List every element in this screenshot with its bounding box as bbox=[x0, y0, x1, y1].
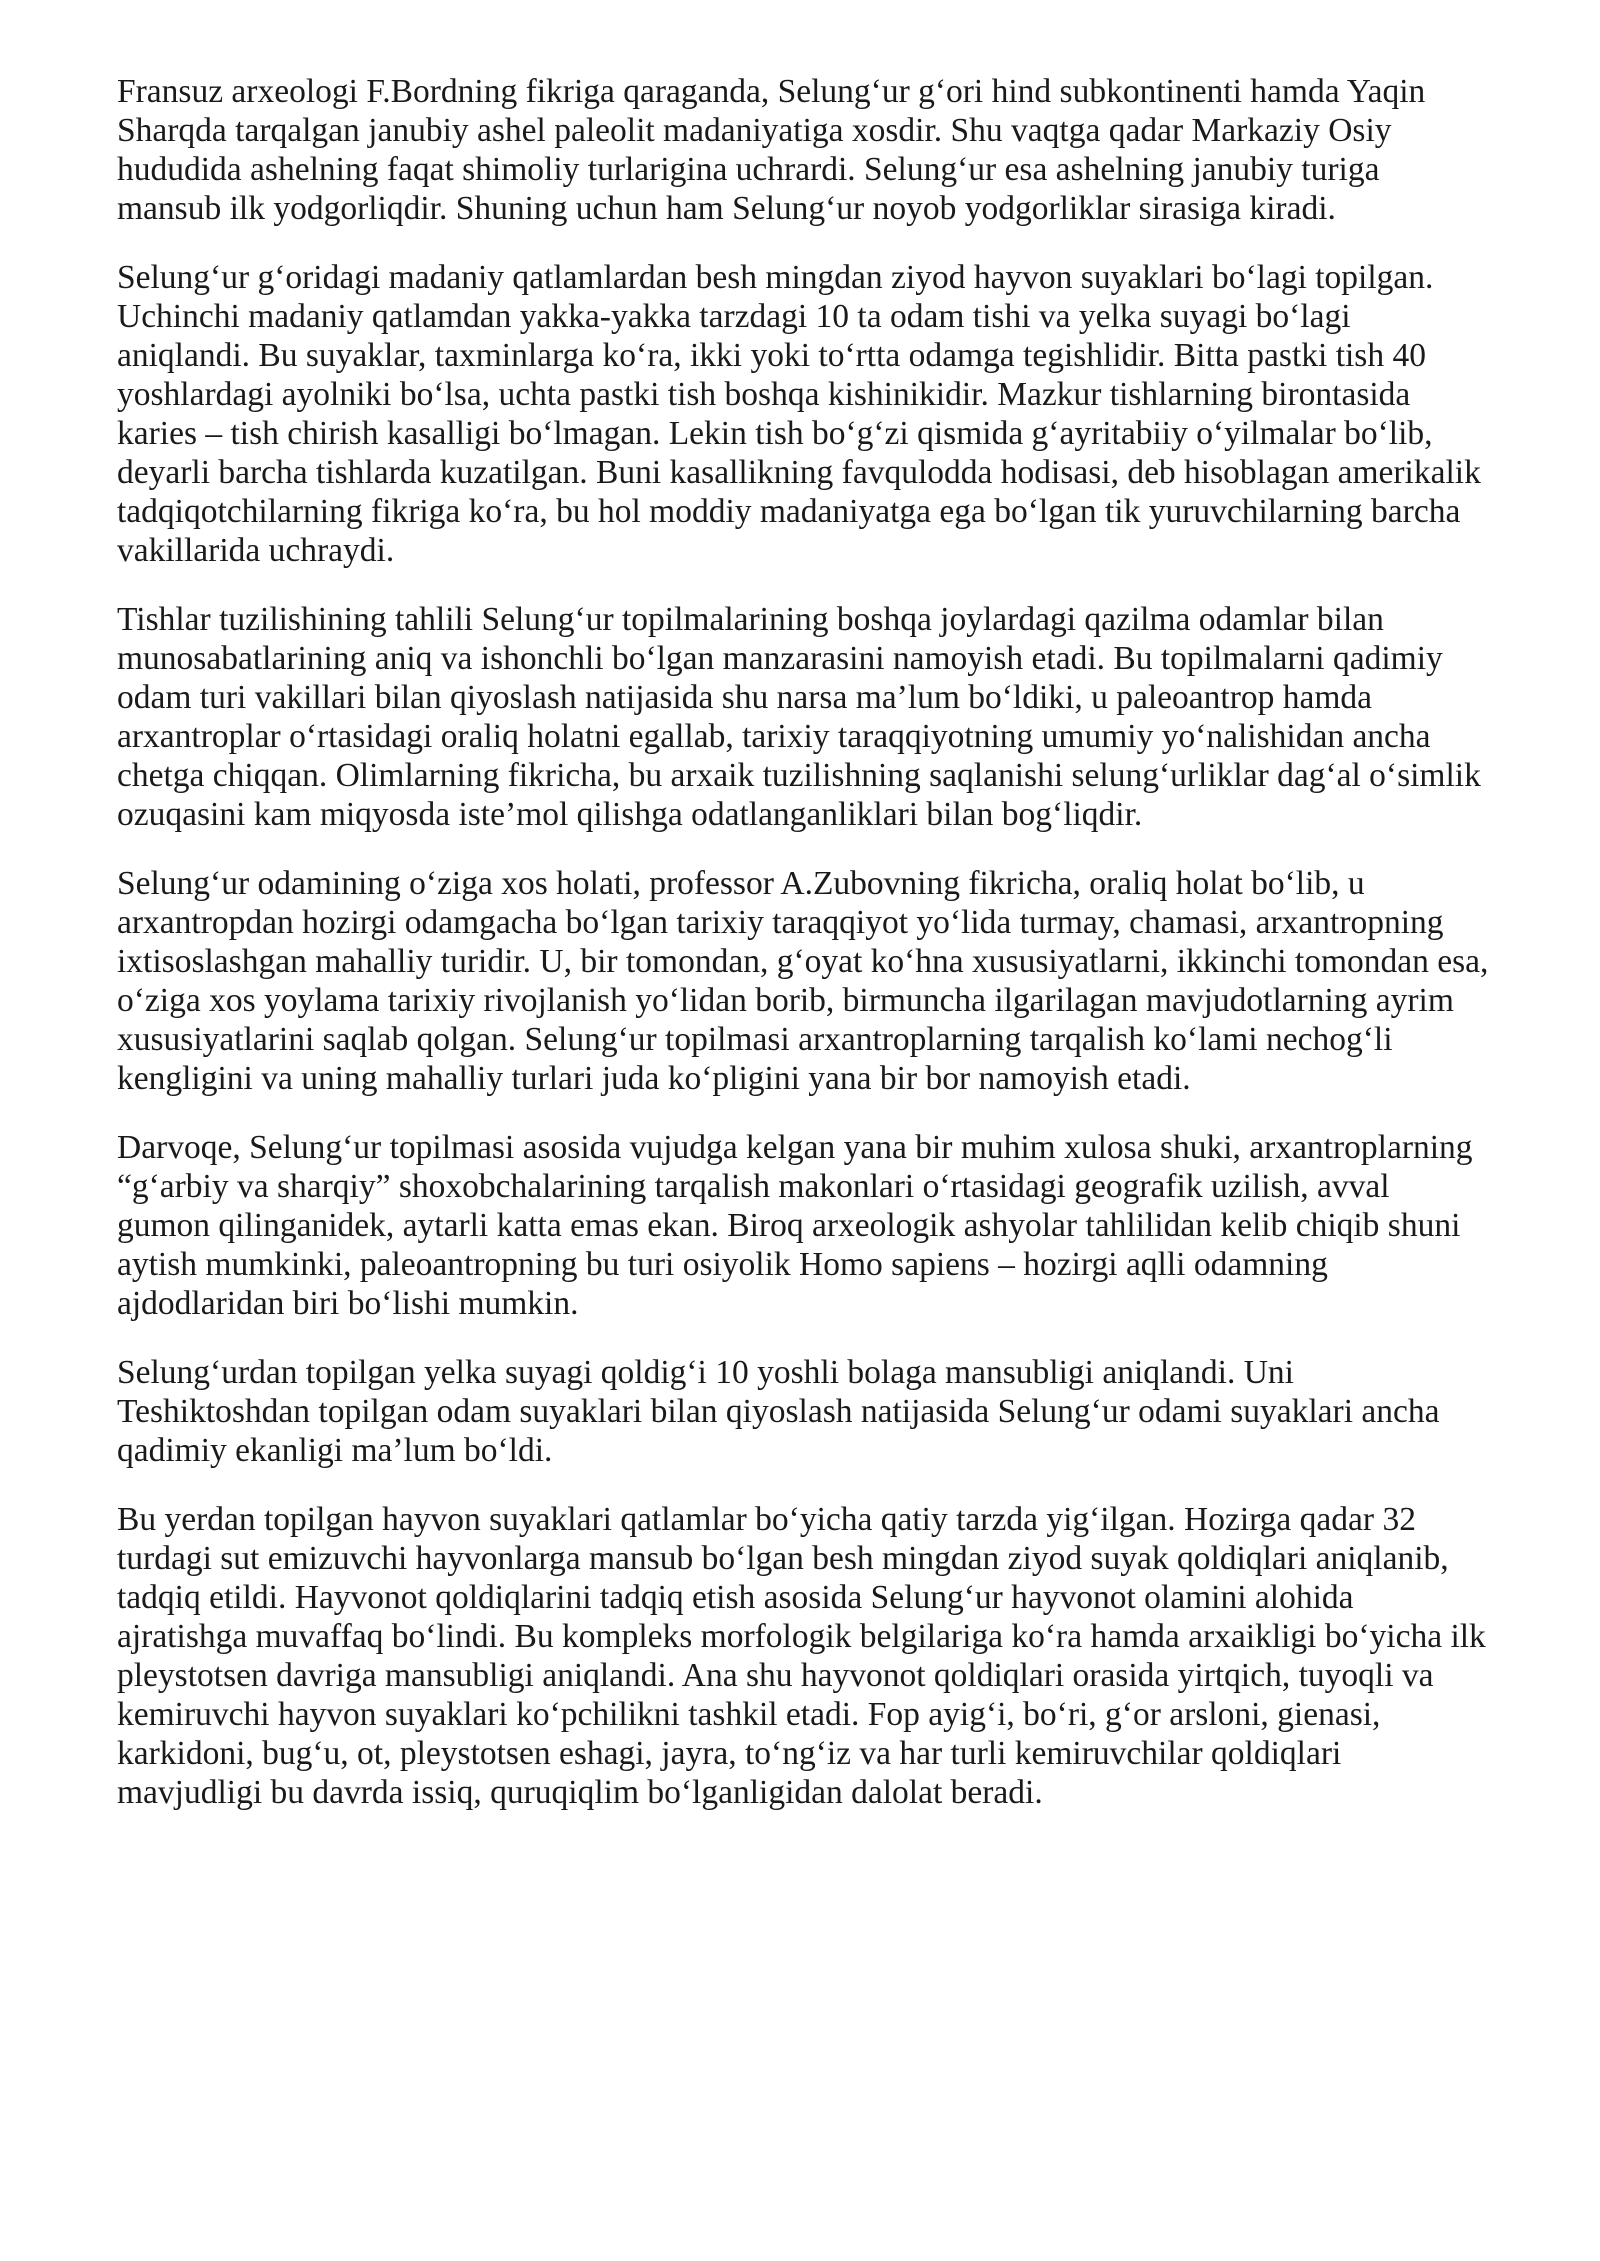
paragraph: Selung‘ur g‘oridagi madaniy qatlamlardan besh mingdan ziyod hayvon suyaklari bo‘lagi topilgan. Uchinchi madaniy qatlamdan yakka-yakka tarzdagi 10 ta odam tishi va yelka suyagi bo‘lagi aniqlandi. Bu suyaklar, taxminlarga ko‘ra, ikki yoki to‘rtta odamga tegishlidir. Bitta pastki tish 40 yoshlardagi ayolniki bo‘lsa, uchta pastki tish boshqa kishinikidir. Mazkur tishlarning birontasida karies – tish chirish kasalligi bo‘lmagan. Lekin tish bo‘g‘zi qismida g‘ayritabiiy o‘yilmalar bo‘lib, deyarli barcha tishlarda kuzatilgan. Buni kasallikning favqulodda hodisasi, deb hisoblagan amerikalik tadqiqotchilarning fikriga ko‘ra, bu hol moddiy madaniyatga ega bo‘lgan tik yuruvchilarning barcha vakillarida uchraydi. bbox=[117, 259, 1481, 569]
paragraph: Bu yerdan topilgan hayvon suyaklari qatlamlar bo‘yicha qatiy tarzda yig‘ilgan. Hozirga qadar 32 turdagi sut emizuvchi hayvonlarga mansub bo‘lgan besh mingdan ziyod suyak qoldiqlari aniqlanib, tadqiq etildi. Hayvonot qoldiqlarini tadqiq etish asosida Selung‘ur hayvonot olamini alohida ajratishga muvaffaq bo‘lindi. Bu kompleks morfologik belgilariga ko‘ra hamda arxaikligi bo‘yicha ilk pleystotsen davriga mansubligi aniqlandi. Ana shu hayvonot qoldiqlari orasida yirtqich, tuyoqli va kemiruvchi hayvon suyaklari ko‘pchilikni tashkil etadi. Fop ayig‘i, bo‘ri, g‘or arsloni, gienasi, karkidoni, bug‘u, ot, pleystotsen eshagi, jayra, to‘ng‘iz va har turli kemiruvchilar qoldiqlari mavjudligi bu davrda issiq, quruqiqlim bo‘lganligidan dalolat beradi. bbox=[117, 1501, 1486, 1811]
paragraph: Selung‘ur odamining o‘ziga xos holati, professor A.Zubovning fikricha, oraliq holat bo‘lib, u arxantropdan hozirgi odamgacha bo‘lgan tarixiy taraqqiyot yo‘lida turmay, chamasi, arxantropning ixtisoslashgan mahalliy turidir. U, bir tomondan, g‘oyat ko‘hna xususiyatlarni, ikkinchi tomondan esa, o‘ziga xos yoylama tarixiy rivojlanish yo‘lidan borib, birmuncha ilgarilagan mavjudotlarning ayrim xususiyatlarini saqlab qolgan. Selung‘ur topilmasi arxantroplarning tarqalish ko‘lami nechog‘li kengligini va uning mahalliy turlari juda ko‘pligini yana bir bor namoyish etadi. bbox=[117, 865, 1489, 1097]
paragraph: Selung‘urdan topilgan yelka suyagi qoldig‘i 10 yoshli bolaga mansubligi aniqlandi. Uni Teshiktoshdan topilgan odam suyaklari bilan qiyoslash natijasida Selung‘ur odami suyaklari ancha qadimiy ekanligi ma’lum bo‘ldi. bbox=[117, 1354, 1440, 1469]
paragraph: Tishlar tuzilishining tahlili Selung‘ur topilmalarining boshqa joylardagi qazilma odamlar bilan munosabatlarining aniq va ishonchli bo‘lgan manzarasini namoyish etadi. Bu topilmalarni qadimiy odam turi vakillari bilan qiyoslash natijasida shu narsa ma’lum bo‘ldiki, u paleoantrop hamda arxantroplar o‘rtasidagi oraliq holatni egallab, tarixiy taraqqiyotning umumiy yo‘nalishidan ancha chetga chiqqan. Olimlarning fikricha, bu arxaik tuzilishning saqlanishi selung‘urliklar dag‘al o‘simlik ozuqasini kam miqyosda iste’mol qilishga odatlanganliklari bilan bog‘liqdir. bbox=[117, 601, 1481, 833]
paragraph: Fransuz arxeologi F.Bordning fikriga qaraganda, Selung‘ur g‘ori hind subkontinenti hamda Yaqin Sharqda tarqalgan janubiy ashel paleolit madaniyatiga xosdir. Shu vaqtga qadar Markaziy Osiy hududida ashelning faqat shimoliy turlarigina uchrardi. Selung‘ur esa ashelning janubiy turiga mansub ilk yodgorliqdir. Shuning uchun ham Selung‘ur noyob yodgorliklar sirasiga kiradi. bbox=[117, 73, 1426, 227]
paragraph: Darvoqe, Selung‘ur topilmasi asosida vujudga kelgan yana bir muhim xulosa shuki, arxantroplarning “g‘arbiy va sharqiy” shoxobchalarining tarqalish makonlari o‘rtasidagi geografik uzilish, avval gumon qilinganidek, aytarli katta emas ekan. Biroq arxeologik ashyolar tahlilidan kelib chiqib shuni aytish mumkinki, paleoantropning bu turi osiyolik Homo sapiens – hozirgi aqlli odamning ajdodlaridan biri bo‘lishi mumkin. bbox=[117, 1129, 1473, 1322]
